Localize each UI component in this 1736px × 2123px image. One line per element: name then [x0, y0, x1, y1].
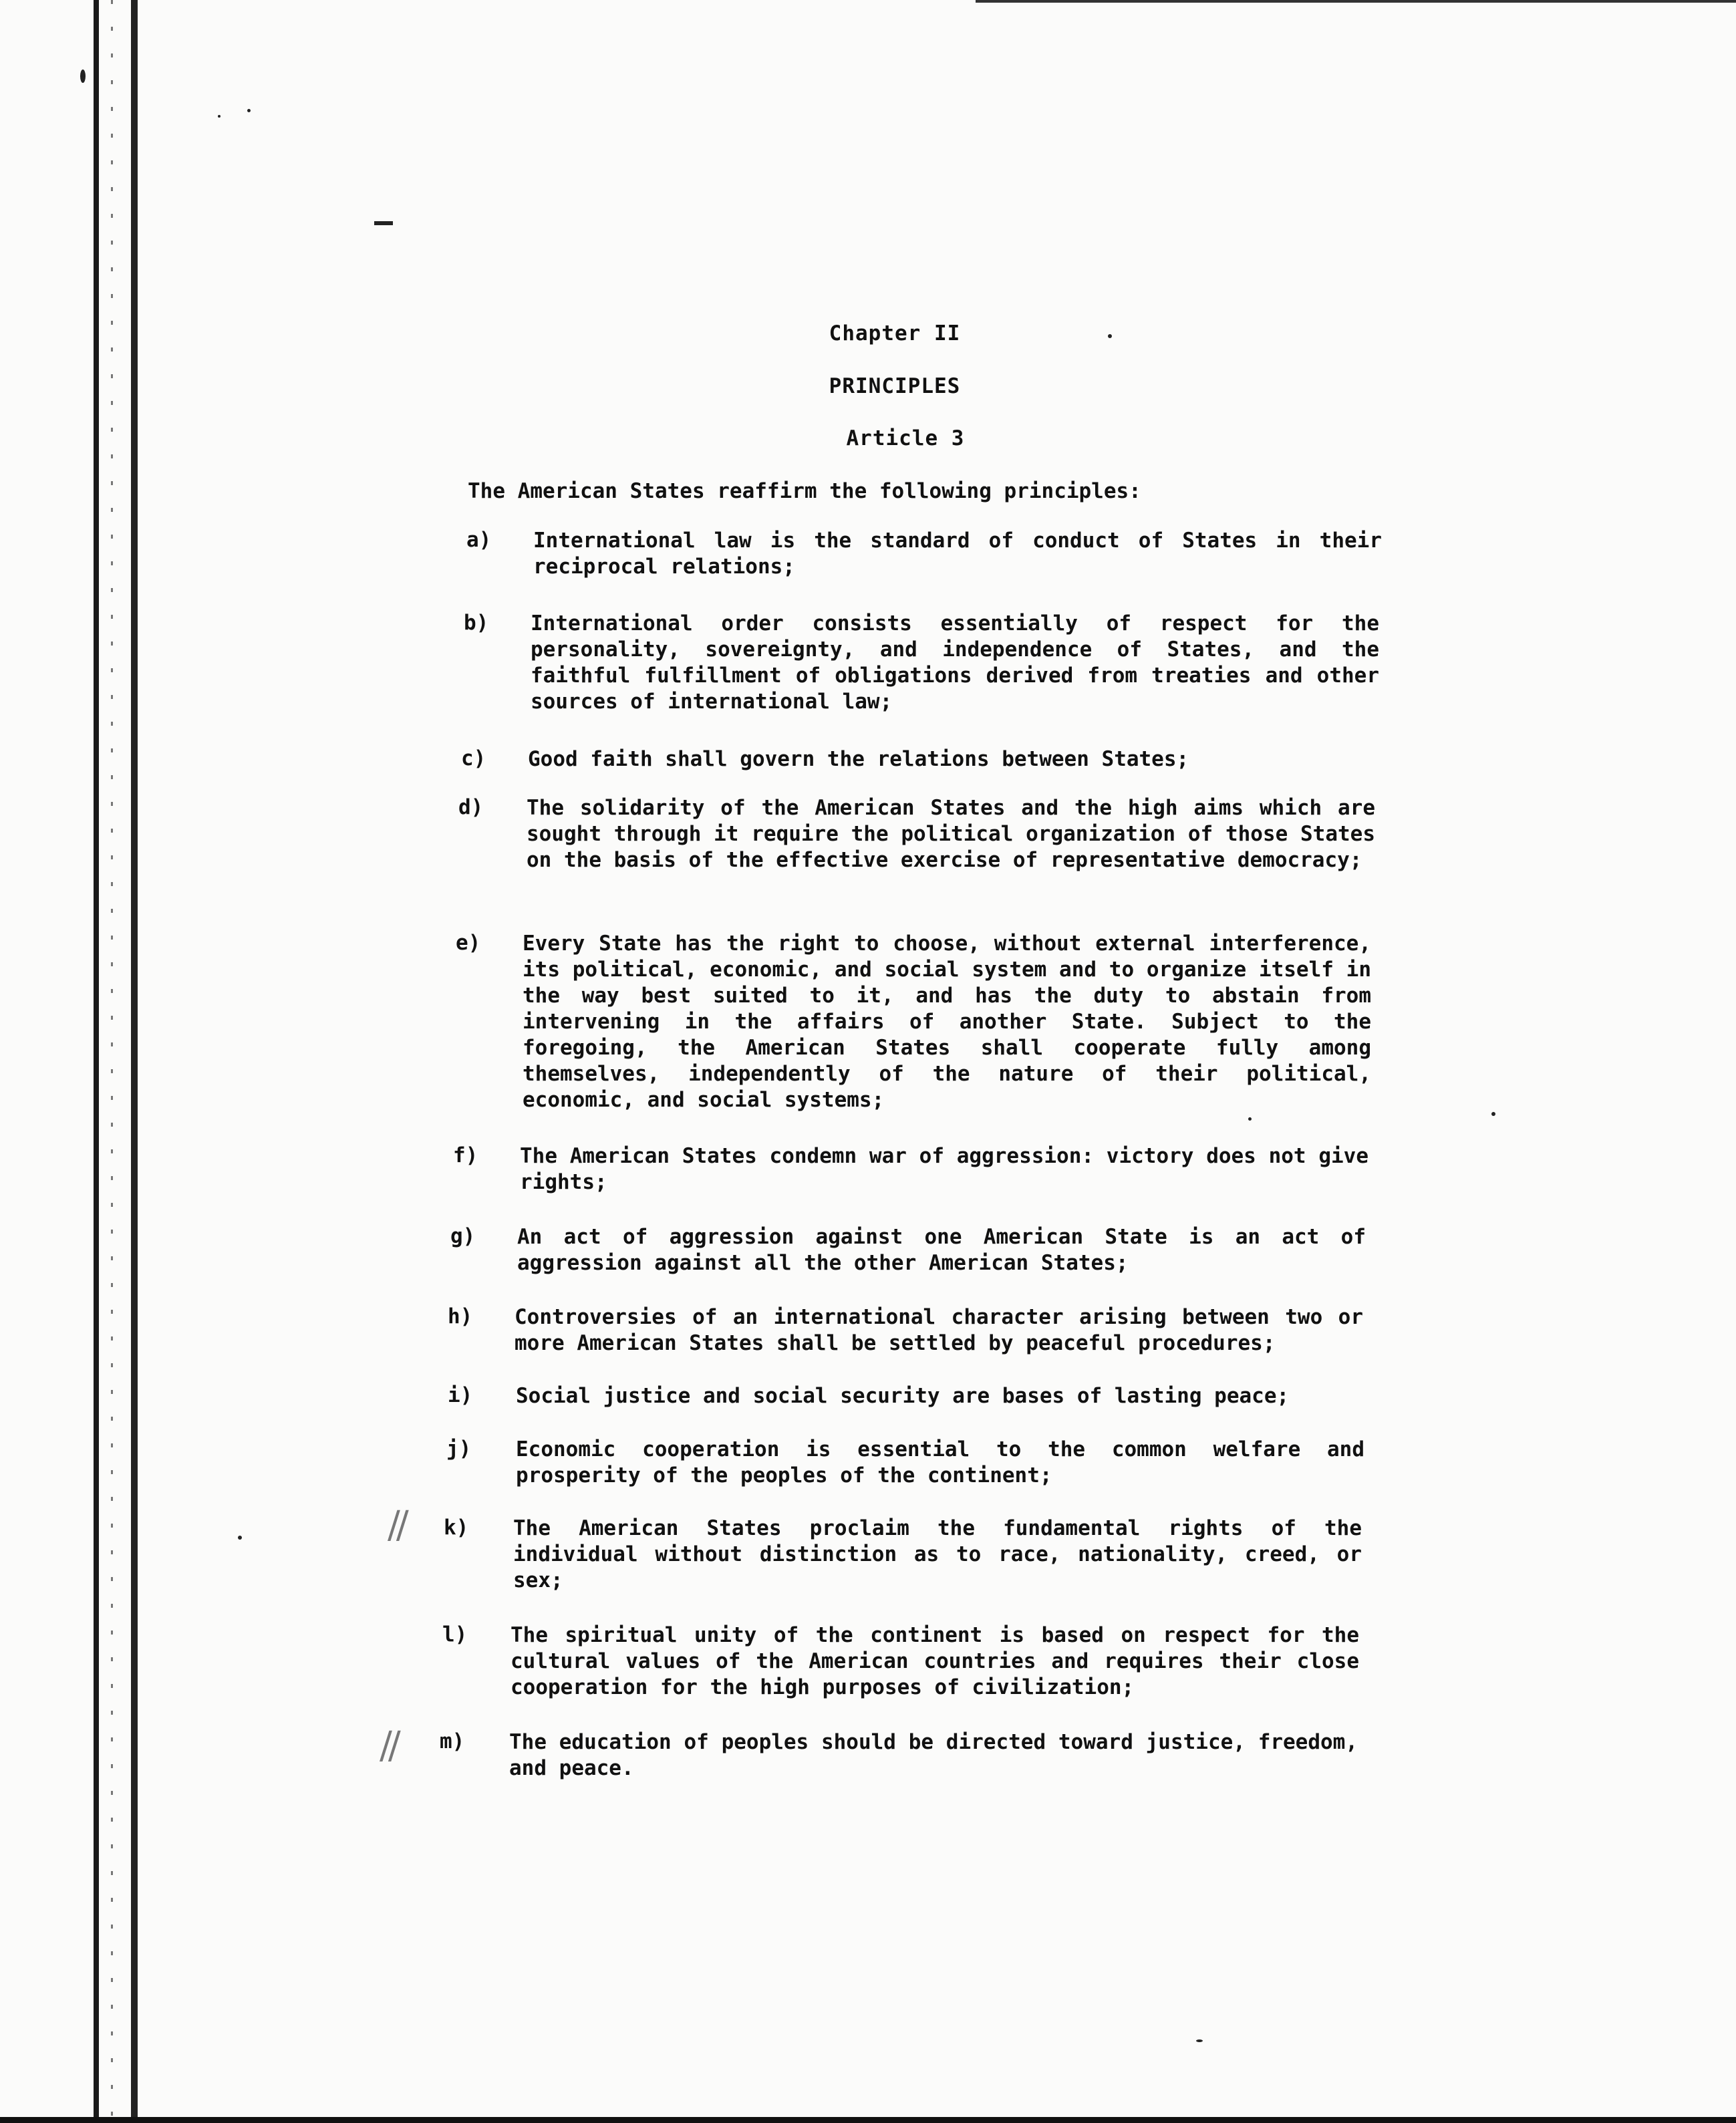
- principle-label: l): [442, 1622, 468, 1647]
- principle-label: i): [448, 1383, 473, 1407]
- scan-speck: [1248, 1117, 1252, 1121]
- principle-label: b): [464, 611, 489, 635]
- scan-speck: [247, 109, 251, 112]
- scan-speck: [218, 115, 221, 118]
- principle-label: f): [453, 1143, 478, 1167]
- scan-dash-mark: [374, 221, 393, 225]
- scan-speck: [238, 1536, 242, 1540]
- scan-speck: [1491, 1112, 1495, 1116]
- principle-label: a): [466, 528, 492, 552]
- scan-edge-top: [976, 0, 1736, 3]
- intro-paragraph: The American States reaffirm the following principles:: [468, 479, 1141, 503]
- principle-text: International order consists essentially of respect for the personality, sovereignty, and independence of States, and the faithful fulfillment of obligations derived from treaties and other sources of international law;: [531, 611, 1379, 714]
- principle-text: Social justice and social security are bases of lasting peace;: [516, 1384, 1290, 1408]
- principle-label: k): [444, 1516, 469, 1540]
- principle-text: The spiritual unity of the continent is based on respect for the cultural values of the American countries and requires their close cooperation for the high purposes of civilization;: [511, 1623, 1359, 1699]
- scan-edge-inner: [131, 0, 138, 2123]
- section-heading: PRINCIPLES: [829, 374, 961, 398]
- principle-text: Economic cooperation is essential to the common welfare and prosperity of the peoples of the continent;: [516, 1437, 1364, 1488]
- scan-edge-dots: [111, 0, 113, 2123]
- principle-text: Controversies of an international character arising between two or more American States shall be settled by peaceful procedures;: [515, 1305, 1363, 1355]
- scan-speck: [80, 69, 86, 83]
- principle-text: Good faith shall govern the relations between States;: [528, 747, 1189, 771]
- principle-label: d): [458, 795, 484, 819]
- principle-label: g): [450, 1224, 476, 1248]
- principle-text: The American States proclaim the fundamental rights of the individual without distinction as to race, nationality, creed, or sex;: [513, 1516, 1362, 1592]
- article-heading: Article 3: [846, 426, 965, 450]
- scan-edge-left: [94, 0, 99, 2123]
- principle-text: The solidarity of the American States and the high aims which are sought through it require the political organization of those States on the basis of the effective exercise of representative democracy;: [527, 796, 1375, 872]
- scan-speck: [1196, 2039, 1203, 2042]
- principle-label: j): [446, 1437, 472, 1461]
- principle-label: c): [461, 746, 486, 770]
- margin-annotation-mark: //: [388, 1504, 405, 1547]
- chapter-heading: Chapter II: [829, 321, 961, 345]
- principle-text: The American States condemn war of aggression: victory does not give rights;: [520, 1144, 1368, 1194]
- scan-edge-bottom: [0, 2117, 1736, 2123]
- principle-text: The education of peoples should be directed toward justice, freedom, and peace.: [509, 1730, 1358, 1780]
- principle-label: e): [456, 931, 481, 955]
- principle-label: m): [440, 1729, 465, 1753]
- principle-text: An act of aggression against one American State is an act of aggression against all the other American States;: [517, 1225, 1366, 1275]
- principle-text: Every State has the right to choose, without external interference, its political, economic, and social system and to organize itself in the way best suited to it, and has the duty to abstain from intervening in the affairs of another State. Subject to the foregoing, the American States shall cooperate fully among themselves, independently of the nature of their political, economic, and social systems;: [523, 932, 1371, 1112]
- principle-label: h): [448, 1304, 473, 1328]
- margin-annotation-mark: //: [380, 1724, 397, 1767]
- principle-text: International law is the standard of conduct of States in their reciprocal relations;: [533, 529, 1382, 579]
